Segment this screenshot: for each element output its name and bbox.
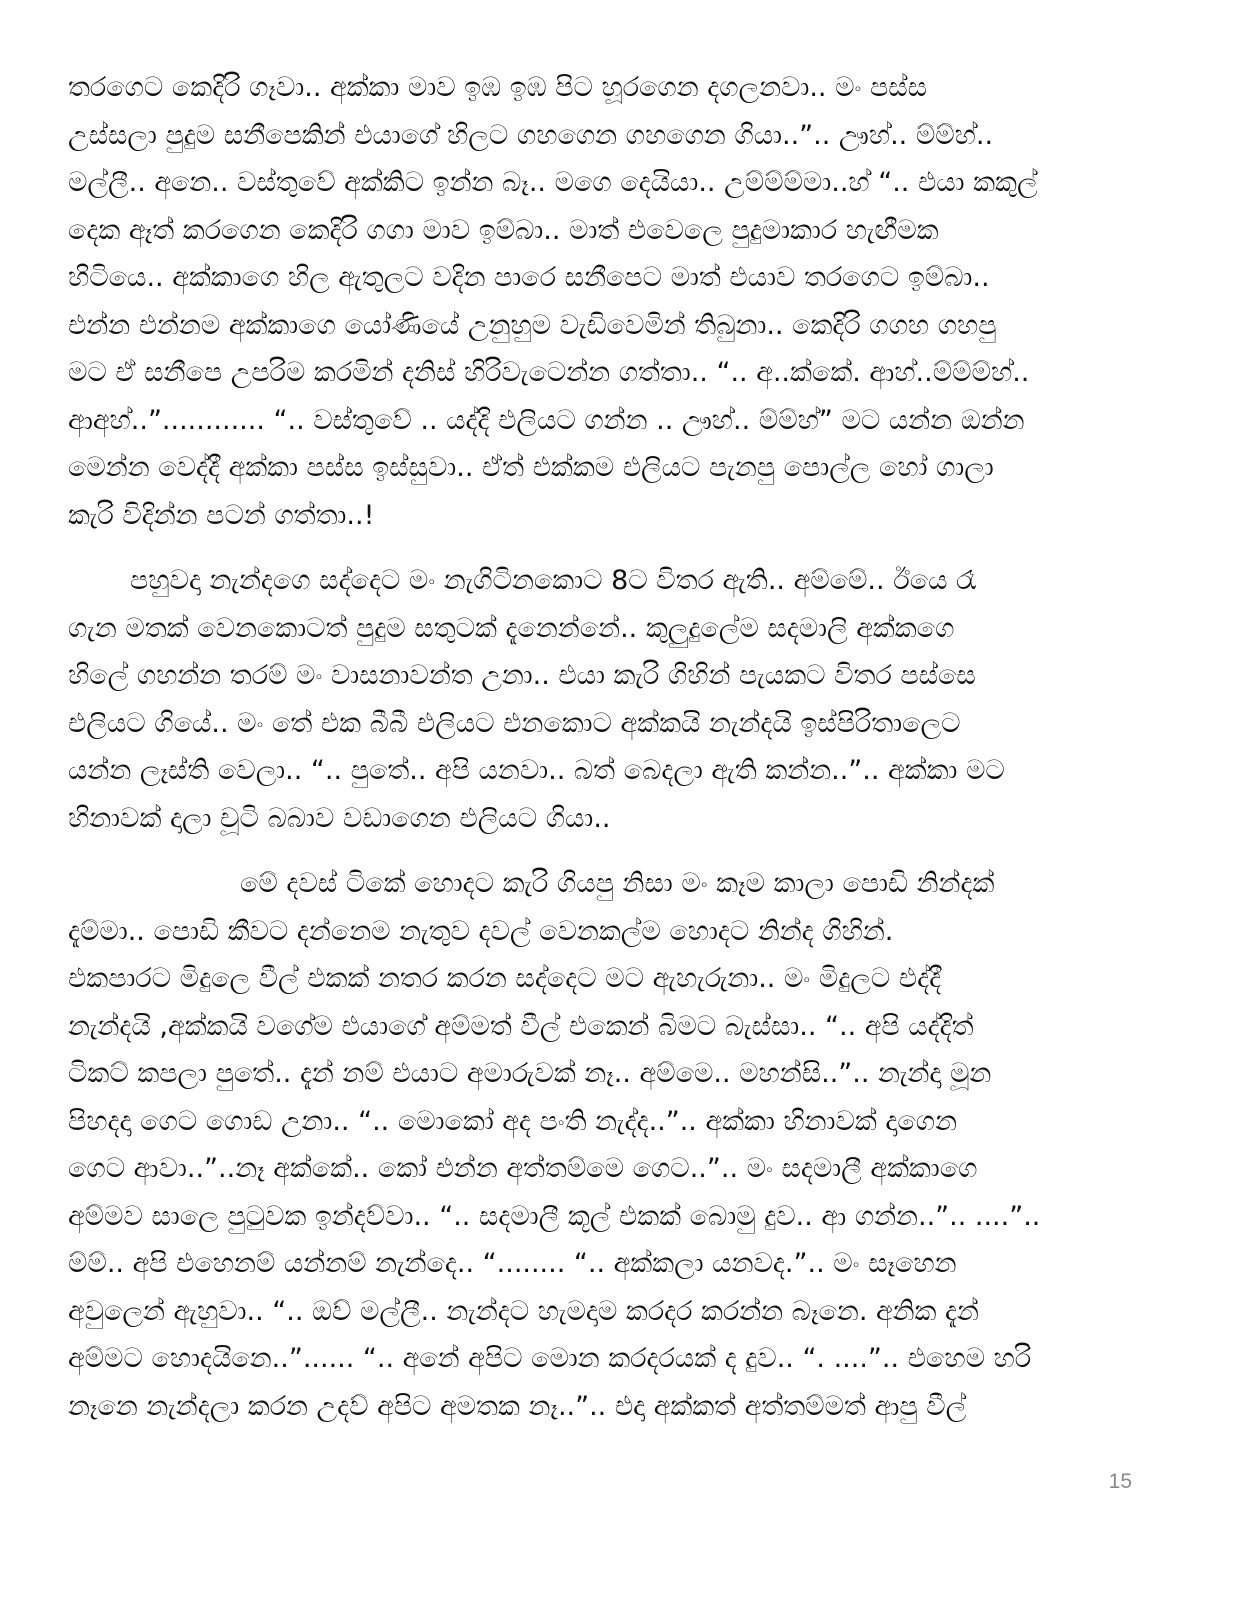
text-line: ගෙට ආවා..”..නෑ අක්කේ.. කෝ එන්න අත්තම්මෙ ගෙට..”.. මං සදමාලී අක්කාගෙ — [68, 1153, 978, 1184]
paragraph-2 — [68, 557, 1168, 842]
paragraph-1 — [68, 64, 1168, 539]
text-line: මෙන්න වෙද්දී අක්කා පස්ස ඉස්සුවා.. ඒත් එක්කම එලියට පැනපු පොල්ල හෝ ගාලා — [68, 452, 994, 483]
text-line: පහුවදා නැන්දගෙ සද්දෙට මං නැගිටිනකොට 8ට විතර ඇති.. අම්මේ.. ඊයෙ රෑ — [130, 565, 977, 596]
text-line: ම්ම්.. අපි එහෙනම් යන්නම් නැන්දෙ.. “........ “.. අක්කලා යනවද.”.. මං සෑහෙන — [68, 1248, 957, 1279]
paragraph-3 — [68, 860, 1168, 1430]
text-line: මට ඒ සනීපෙ උපරිම කරමින් දනිස් හිරිවැටෙන්න ගත්තා.. “.. අ..ක්කේ. ආහ්..ම්ම්ම්හ්.. — [68, 357, 1030, 388]
text-line: යන්න ලෑස්ති වෙලා.. “.. පුතේ.. අපි යනවා.. බත් බෙදලා ඇති කන්න..”.. අක්කා මට — [68, 755, 1005, 786]
text-line: හිලේ ගහන්න තරම් මං වාසනාවන්ත උනා.. එයා කැරි ගිහින් පැයකට විතර පස්සෙ — [68, 660, 976, 691]
text-line: එන්න එන්නම අක්කාගෙ යෝණියේ උනුහුම වැඩිවෙමින් තිබුනා.. කෙදිරි ගගහ ගහපු — [68, 309, 997, 341]
text-line: අවුලෙන් ඇහුවා.. “.. ඔව් මල්ලී.. නැන්දට හැමදාම කරදර කරන්න බෑනෙ. අනික දැන් — [68, 1295, 979, 1327]
text-line: හිනාවක් දාලා චූටි බබාව වඩාගෙන එලියට ගියා.. — [68, 802, 611, 834]
text-line: දෙක ඈත් කරගෙන කෙදිරි ගගා මාව ඉම්බා.. මාත් එවෙලෙ පුදුමාකාර හැඟීමක — [68, 214, 939, 246]
text-line: අම්මව සාලෙ පුටුවක ඉන්දව්වා.. “.. සදමාලී කූල් එකක් බොමු දුව.. ආ ගන්න..”.. ....”.. — [68, 1200, 1041, 1232]
text-line: ආඅහ්..”............ “.. වස්තුවේ .. යද්දි එලියට ගන්න .. ඌහ්.. ම්ම්හ්” මට යන්න ඔන්න — [68, 404, 1025, 436]
text-line: උස්සලා පුදුම සනීපෙකින් එයාගේ හිලට ගහගෙන ගහගෙන ගියා..”.. ඌහ්.. ම්ම්හ්.. — [68, 119, 994, 151]
text-line: කැරි විදින්න පටන් ගත්තා..! — [68, 499, 375, 531]
page-body-text — [68, 64, 1168, 1430]
text-line: දැම්මා.. පොඩි කීවට දන්නෙම නැතුව දවල් වෙනකල්ම හොදට නින්ද ගිහින්. — [68, 915, 894, 947]
text-line: එකපාරට මිදුලෙ වීල් එකක් නතර කරන සද්දෙට මට ඇහැරුනා.. මං මිදුලට එද්දී — [68, 963, 942, 994]
text-line: ටිකට් කපලා පුතේ.. දැන් නම් එයාට අමාරුවක් නෑ.. අම්මෙ.. මහන්සි..”.. නැන්දා මූන — [68, 1058, 992, 1089]
text-line: මේ දවස් ටිකේ හොදට කැරි ගියපු නිසා මං කෑම කාලා පොඩි නින්දක් — [240, 868, 995, 899]
page-number: 15 — [1108, 1470, 1132, 1493]
text-line: එලියට ගියේ.. මං තේ එක බීබී එලියට එනකොට අක්කයි නැන්දයි ඉස්පිරිතාලෙට — [68, 707, 961, 739]
text-line: තරගෙට කෙදිරි ගෑවා.. අක්කා මාව ඉඹ ඉඹ පිට හූරගෙන දගලනවා.. මං පස්ස — [68, 72, 928, 103]
text-line: නැන්දයි ,අක්කයි වගේම එයාගේ අම්මත් වීල් එකෙන් බිමට බැස්සා.. “.. අපි යද්දිත් — [68, 1010, 974, 1042]
text-line: මල්ලී.. අනෙ.. වස්තුවේ අක්කිට ඉන්න බෑ.. මගෙ දෙයියා.. උම්ම්ම්මා..හ් “.. එයා කකුල් — [68, 167, 1038, 198]
text-line: අම්මට හොදයිනෙ..”...... “.. අනේ අපිට මොන කරදරයක් ද දුව.. “. ....”.. එහෙම හරි — [68, 1343, 1032, 1374]
text-line: හිටියෙ.. අක්කාගෙ හිල ඇතුලට වදින පාරෙ සනීපෙට මාත් එයාව තරගෙට ඉම්බා.. — [68, 262, 990, 293]
text-line: ගැන මතක් වෙනකොටත් පුදුම සතුටක් දැනෙන්නේ.. කුලුදුලේම සදමාලි අක්කගෙ — [68, 612, 955, 644]
text-line: නෑනෙ නැන්දලා කරන උදව් අපිට අමතක නෑ..”.. එදා අක්කත් අත්තම්මත් ආපු වීල් — [68, 1390, 967, 1422]
text-line: පිහදදා ගෙට ගොඩ උනා.. “.. මොකෝ අද පංති නැද්ද..”.. අක්කා හිනාවක් දාගෙන — [68, 1105, 957, 1137]
